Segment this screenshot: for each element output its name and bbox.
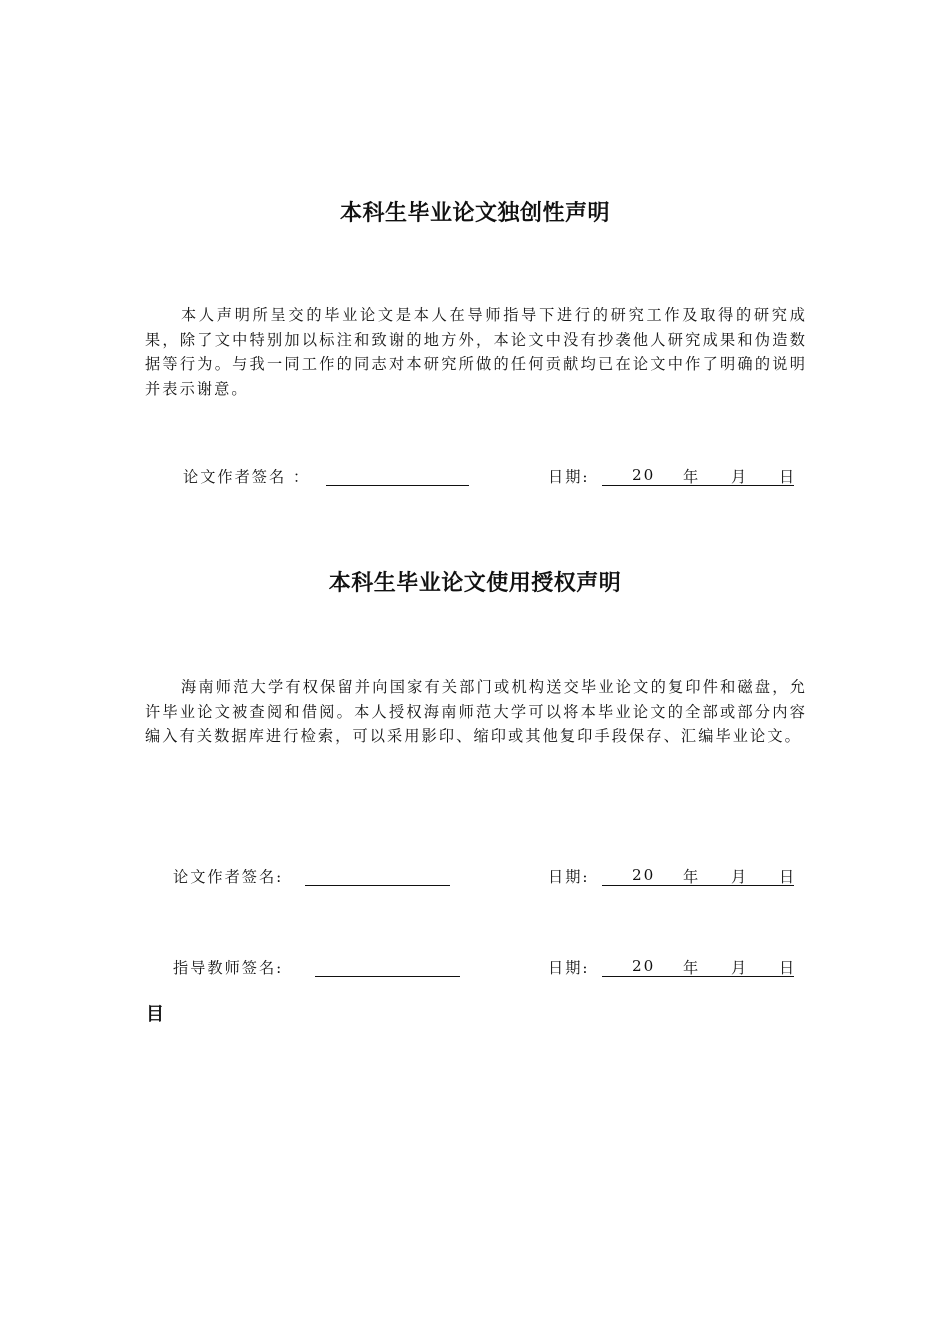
author-signature-label: 论文作者签名: xyxy=(173,868,284,886)
originality-declaration-title: 本科生毕业论文独创性声明 xyxy=(339,201,610,226)
date-year-prefix: 20 xyxy=(632,957,656,975)
table-of-contents-heading-fragment: 目 xyxy=(146,1004,164,1025)
date-label: 日期: xyxy=(548,868,590,886)
date-day-label: 日 xyxy=(779,868,797,886)
date-label: 日期: xyxy=(548,468,590,486)
originality-signature-row xyxy=(0,466,950,492)
date-year-prefix: 20 xyxy=(632,466,656,484)
date-month-label: 月 xyxy=(731,468,749,486)
date-month-label: 月 xyxy=(731,959,749,977)
date-year-label: 年 xyxy=(683,468,701,486)
author-signature-line xyxy=(305,885,450,886)
date-label: 日期: xyxy=(548,959,590,977)
advisor-signature-label: 指导教师签名: xyxy=(173,959,284,977)
date-year-label: 年 xyxy=(683,868,701,886)
advisor-signature-row xyxy=(0,957,950,983)
date-year-prefix: 20 xyxy=(632,866,656,884)
author-signature-label: 论文作者签名 ： xyxy=(183,468,311,486)
authorization-declaration-title: 本科生毕业论文使用授权声明 xyxy=(328,571,622,596)
date-month-label: 月 xyxy=(731,868,749,886)
date-day-label: 日 xyxy=(779,959,797,977)
authorization-declaration-text: 海南师范大学有权保留并向国家有关部门或机构送交毕业论文的复印件和磁盘，允许毕业论文被查阅和借阅。本人授权海南师范大学可以将本毕业论文的全部或部分内容编入有关数据库进行检索，可以采用影印、缩印或其他复印手段保存、汇编毕业论文。 xyxy=(145,678,807,745)
advisor-signature-line xyxy=(315,976,460,977)
originality-declaration-text: 本人声明所呈交的毕业论文是本人在导师指导下进行的研究工作及取得的研究成果，除了文中特别加以标注和致谢的地方外，本论文中没有抄袭他人研究成果和伪造数据等行为。与我一同工作的同志对本研究所做的任何贡献均已在论文中作了明确的说明并表示谢意。 xyxy=(145,306,807,398)
date-day-label: 日 xyxy=(779,468,797,486)
date-year-label: 年 xyxy=(683,959,701,977)
author-signature-line xyxy=(326,485,469,486)
authorization-author-signature-row xyxy=(0,866,950,892)
